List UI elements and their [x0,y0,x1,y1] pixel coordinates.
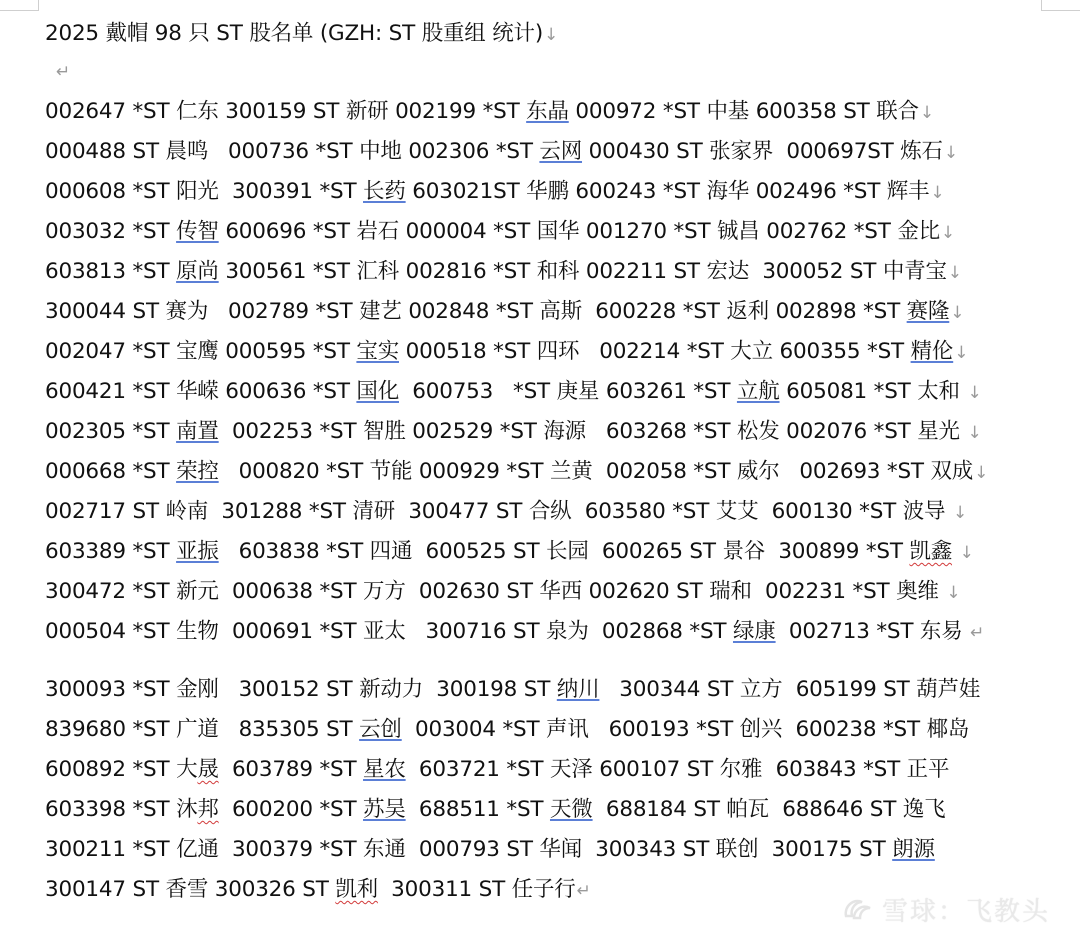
stock-list-text: 600753 *ST 庚星 603261 *ST [399,379,737,404]
stock-name-underlined: 宝实 [356,339,399,364]
stock-list-text [952,539,959,564]
stock-list-text: 003032 *ST [45,219,177,244]
stock-list-text: 603838 *ST 四通 600525 ST 长园 600265 ST 景谷 300899 *ST [218,539,910,564]
stock-list-text: 600696 *ST 岩石 000004 *ST 国华 001270 *ST 铖昌 002762 *ST 金比 [218,219,940,244]
page-corner-right [1041,0,1080,11]
stock-name-underlined: 纳川 [556,677,600,702]
stock-list-text: 003004 *ST 声讯 600193 *ST 创兴 600238 *ST 椰岛 [401,717,970,742]
stock-list-text: 603389 *ST [45,539,177,564]
stock-list-text: 002047 *ST 宝鹰 000595 *ST [45,339,357,364]
stock-list-line [45,670,1045,710]
stock-list-line [45,710,1045,750]
stock-list-text: 603398 *ST 沐 [45,797,198,822]
stock-name-underlined: 星农 [363,757,406,782]
stock-name-underlined: 云网 [539,139,583,164]
stock-list-text: 600200 *ST [218,797,364,822]
page-corner-left [0,0,39,11]
line-break-mark: ↓ [967,383,982,403]
stock-list-text: 000608 *ST 阳光 300391 *ST [45,179,364,204]
stock-list-line [45,572,1045,612]
line-break-mark: ↓ [930,183,945,203]
stock-list-text: 603021ST 华鹏 600243 *ST 海华 002496 *ST 辉丰 [405,179,930,204]
stock-name-underlined: 绿康 [732,619,776,644]
stock-list-text: 002713 *ST 东易 [775,619,970,644]
stock-name-underlined: 精伦 [910,339,954,364]
stock-list-text: 002305 *ST [45,419,177,444]
stock-list-text: 688511 *ST [405,797,550,822]
stock-name-underlined: 云创 [359,717,402,742]
paragraph-mark: ↵ [970,623,985,643]
stock-name-underlined: 长药 [363,179,406,204]
stock-list-text: 002253 *ST 智胜 002529 *ST 海源 603268 *ST 松发 002076 *ST 星光 [218,419,967,444]
stock-list-text: 839680 *ST 广道 835305 ST [45,717,360,742]
stock-name-underlined: 南置 [176,419,219,444]
stock-list-text: 000972 *ST 中基 600358 ST 联合 [568,99,919,124]
stock-list-line [45,172,1045,212]
stock-list-text: 605081 *ST 太和 [779,379,967,404]
stock-list-text: 300344 ST 立方 605199 ST 葫芦娃 [599,677,981,702]
stock-list-line [45,252,1045,292]
stock-name-underlined: 凯利 [335,877,378,902]
stock-list-text: 000504 *ST 生物 000691 *ST 亚太 300716 ST 泉为 002868 *ST [45,619,733,644]
stock-list-line [45,452,1045,492]
stock-list-text: 000518 *ST 四环 002214 *ST 大立 600355 *ST [399,339,911,364]
stock-name-underlined: 凯鑫 [909,539,952,564]
line-break-mark: ↓ [919,103,934,123]
stock-list-block-2 [45,670,1045,910]
stock-name-underlined: 赛隆 [906,299,950,324]
stock-list-line [45,372,1045,412]
stock-list-line [45,750,1045,790]
paragraph-mark: ↵ [576,881,591,901]
stock-list-line [45,830,1045,870]
stock-list-line [45,292,1045,332]
stock-list-text: 000820 *ST 节能 000929 *ST 兰黄 002058 *ST 威尔 002693 *ST 双成 [218,459,974,484]
empty-paragraph [45,52,1045,92]
stock-list-text: 300044 ST 赛为 002789 *ST 建艺 002848 *ST 高斯 600228 *ST 返利 002898 *ST [45,299,907,324]
stock-list-line [45,412,1045,452]
stock-list-text: 688184 ST 帕瓦 688646 ST 逸飞 [592,797,946,822]
stock-list-line [45,212,1045,252]
watermark-text: 雪球：飞教头 [881,896,1050,927]
stock-list-line [45,612,1045,652]
stock-name-underlined: 立航 [736,379,780,404]
stock-list-block-1 [45,92,1045,652]
line-break-mark: ↓ [967,423,982,443]
stock-list-text: 603721 *ST 天泽 600107 ST 尔雅 603843 *ST 正平 [405,757,950,782]
line-break-mark: ↓ [544,25,559,45]
line-break-mark: ↓ [974,463,989,483]
line-break-mark: ↓ [950,303,965,323]
title-text: 2025 戴帽 98 只 ST 股名单 (GZH: ST 股重组 统计) [45,21,544,46]
line-break-mark: ↓ [940,223,955,243]
stock-list-line [45,790,1045,830]
line-break-mark: ↓ [952,503,968,523]
stock-name-underlined: 传智 [176,219,219,244]
stock-list-text: 300472 *ST 新元 000638 *ST 万方 002630 ST 华西 002620 ST 瑞和 002231 *ST 奥维 [45,579,946,604]
stock-list-line [45,332,1045,372]
stock-list-text: 300093 *ST 金刚 300152 ST 新动力 300198 ST [45,677,557,702]
stock-list-text: 000430 ST 张家界 000697ST 炼石 [582,139,943,164]
document-title [45,16,1045,52]
stock-list-text: 603789 *ST [218,757,364,782]
stock-list-line [45,132,1045,172]
stock-list-text: 603813 *ST [45,259,177,284]
stock-name-underlined: 苏吴 [363,797,406,822]
stock-name-underlined: 东晶 [526,99,569,124]
stock-name-underlined: 亚振 [176,539,219,564]
stock-list-line [45,492,1045,532]
line-break-mark: ↓ [954,343,969,363]
stock-list-text: 002717 ST 岭南 301288 *ST 清研 300477 ST 合纵 603580 *ST 艾艾 600130 *ST 波导 [45,499,952,524]
stock-list-text: 002647 *ST 仁东 300159 ST 新研 002199 *ST [45,99,527,124]
stock-name-underlined: 荣控 [176,459,219,484]
stock-name-underlined: 国化 [356,379,399,404]
stock-list-text: 600892 *ST 大 [45,757,198,782]
line-break-mark: ↓ [947,263,962,283]
paragraph-gap [45,652,1045,670]
stock-list-text: 600421 *ST 华嵘 600636 *ST [45,379,357,404]
stock-list-text: 000668 *ST [45,459,177,484]
stock-name-underlined: 邦 [197,797,219,822]
line-break-mark: ↓ [943,143,958,163]
line-break-mark: ↓ [959,543,974,563]
stock-name-underlined: 天微 [549,797,593,822]
stock-list-line [45,532,1045,572]
stock-list-text: 300147 ST 香雪 300326 ST [45,877,336,902]
stock-list-text: 300561 *ST 汇科 002816 *ST 和科 002211 ST 宏达 300052 ST 中青宝 [218,259,947,284]
stock-list-text: 300311 ST 任子行 [377,877,576,902]
stock-name-underlined: 晟 [197,757,219,782]
stock-list-text: 000488 ST 晨鸣 000736 *ST 中地 002306 *ST [45,139,540,164]
snowball-logo-icon [840,894,876,924]
stock-list-line [45,92,1045,132]
document-body[interactable] [45,16,1045,910]
stock-name-underlined: 原尚 [176,259,219,284]
paragraph-mark: ↵ [56,62,71,82]
stock-name-underlined: 朗源 [892,837,935,862]
stock-list-text: 300211 *ST 亿通 300379 *ST 东通 000793 ST 华闻 300343 ST 联创 300175 ST [45,837,893,862]
line-break-mark: ↓ [946,583,961,603]
watermark [840,889,1050,929]
